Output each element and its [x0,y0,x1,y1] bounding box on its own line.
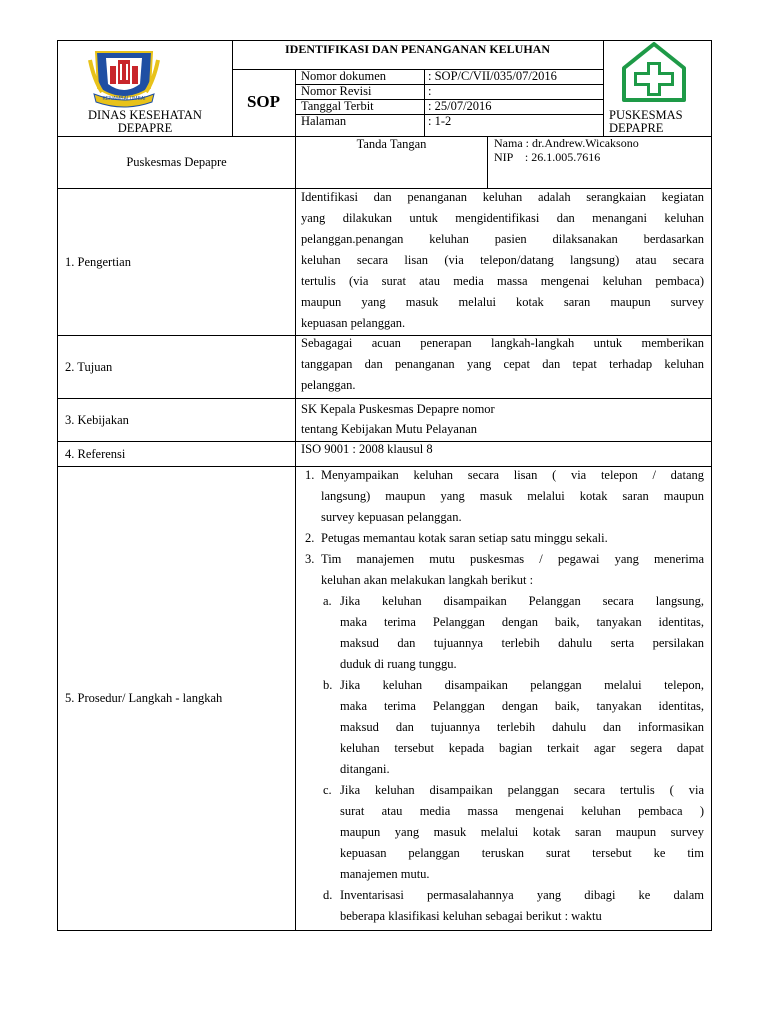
meta-label: Halaman [301,114,347,128]
referensi-text: ISO 9001 : 2008 klausul 8 [301,442,433,456]
right-org-name: PUSKESMAS DEPAPRE [609,108,683,135]
sublist-item-letter: d. [323,888,333,902]
section-label-tujuan: 2. Tujuan [65,360,113,374]
signatory-nip: NIP : 26.1.005.7616 [494,150,601,164]
dinas-kesehatan-crest [86,40,162,110]
list-item-number: 1. [305,468,315,482]
meta-label: Nomor Revisi [301,84,372,98]
list-item: Tim manajemen mutu puskesmas / pegawai yang menerima keluhan akan melakukan langkah berikut : [321,552,704,587]
puskesmas-logo-icon [620,42,688,104]
crest-banner-text: KENAMBAI UMBAI [102,96,146,102]
sublist-item-letter: a. [323,594,332,608]
meta-label: Nomor dokumen [301,69,387,83]
signatory-name: Nama : dr.Andrew.Wicaksono [494,136,639,150]
meta-value: : 25/07/2016 [428,99,492,113]
meta-value: : 1-2 [428,114,452,128]
left-org-name: DINAS KESEHATAN DEPAPRE [88,108,202,135]
sublist-item-letter: c. [323,783,332,797]
pengertian-text: Identifikasi dan penanganan keluhan adalah serangkaian kegiatan yang dilakukan untuk mengidentifikasi dan menangani keluhan pelanggan.penangan keluhan pasien dilaksanakan berdasarkan keluhan secara lisan (via telepon/datang langsung) atau secara tertulis (via surat atau media massa mengenai keluhan pembaca) maupun yang masuk melalui kotak saran maupun survey kepuasan pelanggan. [301,190,704,330]
kebijakan-text: SK Kepala Puskesmas Depapre nomor tentang Kebijakan Mutu Pelayanan [301,402,495,436]
section-label-kebijakan: 3. Kebijakan [65,413,129,427]
sop-label: SOP [246,92,281,111]
tujuan-text: Sebagagai acuan penerapan langkah-langkah untuk memberikan tanggapan dan penanganan yang cepat dan tepat terhadap keluhan pelanggan. [301,336,704,392]
sublist-item: Inventarisasi permasalahannya yang dibagi ke dalam beberapa klasifikasi keluhan sebagai berikut : waktu [340,888,704,923]
section-label-prosedur: 5. Prosedur/ Langkah - langkah [65,691,223,705]
document-title: IDENTIFIKASI DAN PENANGANAN KELUHAN [284,42,551,56]
meta-value: : [428,84,432,98]
section-label-referensi: 4. Referensi [65,447,126,461]
sublist-item: Jika keluhan disampaikan pelanggan secara tertulis ( via surat atau media massa mengenai keluhan pembaca ) maupun yang masuk melalui kotak saran maupun survey kepuasan pelanggan teruskan surat tersebut ke tim manajemen mutu. [340,783,704,881]
sublist-item: Jika keluhan disampaikan Pelanggan secara langsung, maka terima Pelanggan dengan baik, tanyakan identitas, maksud dan tujuannya terlebih dahulu serta persilakan duduk di ruang tunggu. [340,594,704,671]
list-item-number: 3. [305,552,315,566]
sublist-item-letter: b. [323,678,333,692]
section-label-pengertian: 1. Pengertian [65,255,131,269]
sublist-item: Jika keluhan disampaikan pelanggan melalui telepon, maka terima Pelanggan dengan baik, tanyakan identitas, maksud dan tujuannya terlebih dahulu dan informasikan keluhan tersebut kepada bagian terkait agar segera dapat ditangani. [340,678,704,776]
meta-label: Tanggal Terbit [301,99,374,113]
signature-label: Tanda Tangan [356,137,427,151]
list-item: Menyampaikan keluhan secara lisan ( via telepon / datang langsung) maupun yang masuk melalui kotak saran maupun survey kepuasan pelanggan. [321,468,704,524]
meta-value: : SOP/C/VII/035/07/2016 [428,69,557,83]
list-item: Petugas memantau kotak saran setiap satu minggu sekali. [321,531,608,545]
signature-org: Puskesmas Depapre [126,155,227,169]
list-item-number: 2. [305,531,315,545]
